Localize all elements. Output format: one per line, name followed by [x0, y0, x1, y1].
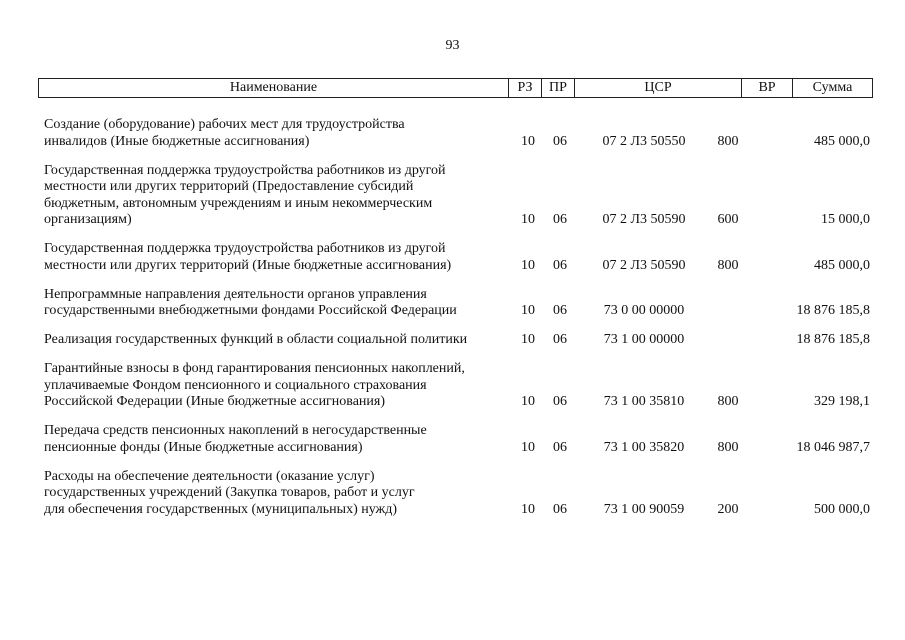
row-rz: 10 — [521, 394, 535, 409]
row-rz: 10 — [521, 303, 535, 318]
row-name: Гарантийные взносы в фонд гарантирования пенсионных накоплений, уплачиваемые Фондом пенсионного и социального страхования Российской Федерации (Иные бюджетные ассигнования) — [44, 361, 465, 409]
header-vr: ВР — [742, 79, 793, 97]
row-pr: 06 — [553, 394, 567, 409]
header-pr: ПР — [542, 79, 575, 97]
row-pr: 06 — [553, 212, 567, 227]
row-rz: 10 — [521, 439, 535, 455]
page-number: 93 — [445, 38, 460, 53]
row-name: Передача средств пенсионных накоплений в негосударственные пенсионные фонды (Иные бюджетные ассигнования) — [44, 423, 427, 455]
table-row — [44, 287, 874, 320]
row-name: Непрограммные направления деятельности органов управления государственными внебюджетными фондами Российской Федерации — [44, 286, 457, 318]
row-name: Реализация государственных функций в области социальной политики — [44, 332, 468, 347]
table-body — [44, 117, 874, 531]
row-csr: 73 1 00 35820 — [603, 439, 685, 455]
row-pr: 06 — [553, 439, 567, 455]
row-pr: 06 — [553, 133, 567, 149]
row-csr: 07 2 Л3 50590 — [602, 257, 686, 273]
header-name: Наименование — [39, 79, 509, 97]
row-rz: 10 — [521, 133, 535, 149]
table-row — [44, 332, 874, 349]
row-pr: 06 — [553, 332, 567, 347]
table-row — [44, 361, 874, 411]
table-row — [44, 163, 874, 229]
row-rz: 10 — [521, 332, 535, 347]
row-vr: 800 — [717, 257, 739, 273]
row-csr: 73 1 00 90059 — [603, 501, 685, 517]
row-sum: 329 198,1 — [814, 394, 870, 409]
row-name: Государственная поддержка трудоустройства работников из другой местности или других территорий (Предоставление субсидий бюджетным, автономным учреждениям и иным некоммерческим организациям) — [44, 162, 446, 227]
row-sum: 485 000,0 — [814, 133, 870, 149]
table-row — [44, 117, 874, 150]
row-csr: 07 2 Л3 50550 — [602, 133, 686, 149]
row-vr: 800 — [717, 439, 739, 455]
row-vr: 800 — [717, 394, 739, 409]
row-pr: 06 — [553, 303, 567, 318]
header-sum: Сумма — [812, 80, 853, 95]
table-row — [44, 423, 874, 456]
row-vr: 600 — [717, 212, 739, 227]
row-rz: 10 — [521, 212, 535, 227]
row-csr: 07 2 Л3 50590 — [602, 212, 686, 227]
row-sum: 18 876 185,8 — [796, 303, 870, 318]
row-pr: 06 — [553, 501, 567, 517]
row-name: Государственная поддержка трудоустройства работников из другой местности или других территорий (Иные бюджетные ассигнования) — [44, 241, 452, 273]
row-sum: 15 000,0 — [821, 212, 870, 227]
row-pr: 06 — [553, 257, 567, 273]
row-csr: 73 1 00 00000 — [603, 332, 685, 347]
row-name: Расходы на обеспечение деятельности (оказание услуг) государственных учреждений (Закупка товаров, работ и услуг для обеспечения государственных (муниципальных) нужд) — [44, 468, 415, 517]
table-row — [44, 469, 874, 519]
row-sum: 18 876 185,8 — [796, 332, 870, 347]
row-vr: 200 — [717, 501, 739, 517]
row-vr: 800 — [717, 133, 739, 149]
row-sum: 500 000,0 — [814, 501, 870, 517]
row-name: Создание (оборудование) рабочих мест для трудоустройства инвалидов (Иные бюджетные ассигнования) — [44, 117, 405, 149]
row-sum: 485 000,0 — [814, 257, 870, 273]
row-csr: 73 0 00 00000 — [603, 303, 685, 318]
row-sum: 18 046 987,7 — [796, 439, 870, 455]
header-csr: ЦСР — [575, 79, 742, 97]
row-rz: 10 — [521, 501, 535, 517]
row-csr: 73 1 00 35810 — [603, 394, 685, 409]
header-rz: РЗ — [509, 79, 542, 97]
table-header — [38, 78, 873, 98]
row-rz: 10 — [521, 257, 535, 273]
table-row — [44, 241, 874, 274]
